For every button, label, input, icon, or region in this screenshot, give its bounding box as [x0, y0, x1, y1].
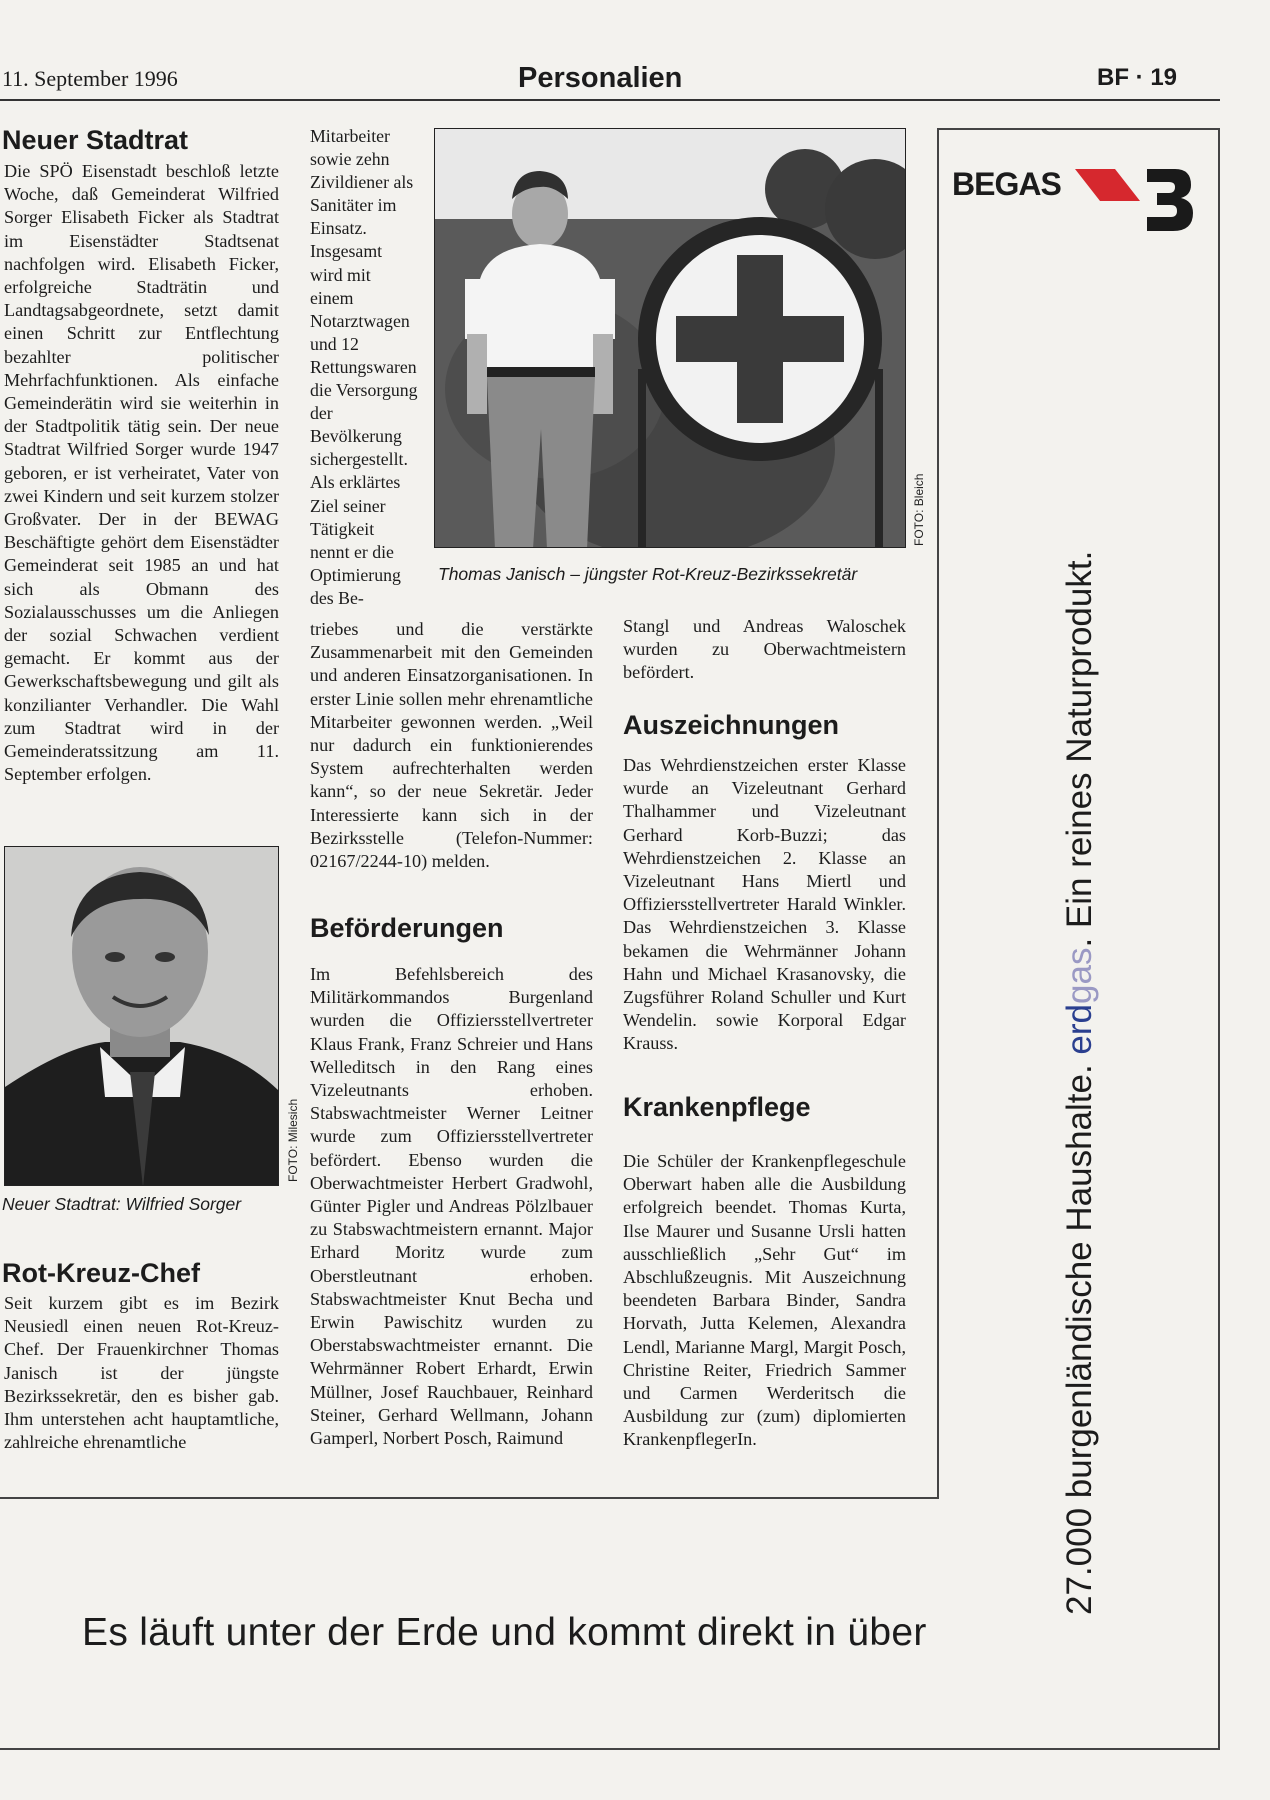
ad-frame-bottom: [0, 1748, 1220, 1750]
caption-janisch: Thomas Janisch – jüngster Rot-Kreuz-Bezirkssekretär: [438, 564, 858, 584]
caption-sorger: Neuer Stadtrat: Wilfried Sorger: [2, 1194, 242, 1214]
red-cross-image: [435, 129, 906, 548]
article-stadtrat-text: Die SPÖ Eisenstadt beschloß letzte Woche, daß Gemeinderat Wilfried Sorger Elisabeth Ficker als Stadtrat im Eisenstädter Stadtsenat nachfolgen wird. Elisabeth Ficker, erfolgreiche Stadträtin und Landtagsabgeordnete, setzt damit einen Schritt zur Entflechtung bezahlter politischer Mehrfachfunktionen. Als einfache Gemeinderätin wird sie weiterhin in der Stadtpolitik tätig sein. Der neue Stadtrat Wilfried Sorger wurde 1947 geboren, er ist verheiratet, Vater von zwei Kindern und seit kurzem stolzer Großvater. Der in der BEWAG Beschäftigte gehört dem Eisenstädter Gemeinderat seit 1985 an und hat sich als Obmann des Sozialausschusses um die Anliegen der sozial Schwachen verdient gemacht. Er kommt aus der Gewerkschaftsbewegung und gilt als konzilianter Verhandler. Die Wahl zum Stadtrat wird in der Gemeinderatssitzung am 11. September erfolgen.: [4, 161, 279, 785]
section-title: Personalien: [518, 62, 683, 94]
article-rotkreuz-text-wide: triebes und die verstärkte Zusammenarbeit mit den Gemeinden und anderen Einsatzorganisationen. In erster Linie sollen mehr ehrenamtliche Mitarbeiter gewonnen werden. „Weil nur dadurch ein funktionierendes System aufrechterhalten werden kann“, so der neue Sekretär. Jeder Interessierte kann sich in der Bezirksstelle (Telefon-Nummer: 02167/2244-10) melden.: [310, 619, 593, 872]
issue-date: 11. September 1996: [2, 66, 178, 91]
heading-auszeichnungen: Auszeichnungen: [623, 710, 840, 740]
article-krankenpflege-text: Die Schüler der Krankenpflegeschule Oberwart haben alle die Ausbildung erfolgreich beendet. Thomas Kurta, Ilse Maurer und Susanne Ursli hatten ausschließlich „Sehr Gut“ im Abschlußzeugnis. Mit Auszeichnung beendeten Barbara Binder, Sandra Horvath, Jutta Kelemen, Alexandra Lendl, Marianne Margl, Margit Posch, Christine Reiter, Friedrich Sammer und Carmen Werderitsch die Ausbildung zur (zum) diplomierten KrankenpflegerIn.: [623, 1151, 906, 1450]
ad-slogan-gas: gas: [1060, 947, 1099, 1004]
ad-slogan-part1: 27.000 burgenländische Haushalte.: [1060, 1064, 1099, 1615]
ad-frame-bottom-left: [0, 1497, 938, 1499]
begas-logo-text: BEGAS: [952, 166, 1061, 202]
article-rotkreuz-text-start: Seit kurzem gibt es im Bezirk Neusiedl einen neuen Rot-Kreuz-Chef. Der Frauenkirchner Thomas Janisch ist der jüngste Bezirkssekretär, den es bisher gab. Ihm unterstehen acht hauptamtliche, zahlreiche ehrenamtliche: [4, 1293, 279, 1453]
article-befoerderungen-text: Im Befehlsbereich des Militärkommandos Burgenland wurden die Offiziersstellvertreter Klaus Frank, Franz Schreier und Hans Welleditsch in den Rang eines Vizeleutnants erhoben. Stabswachtmeister Werner Leitner wurde zum Offiziersstellvertreter befördert. Ebenso wurden die Oberwachtmeister Herbert Gradwohl, Günter Pigler und Andreas Pölzlbauer zu Stabswachtmeistern ernannt. Major Erhard Moritz wurde zum Oberstleutnant erhoben. Stabswachtmeister Knut Becha und Erwin Pawischitz wurden zu Oberstabswachtmeister ernannt. Die Wehrmänner Robert Erhardt, Erwin Müllner, Josef Rauchbauer, Reinhard Steiner, Gerhard Wellmann, Johann Gamperl, Norbert Posch, Raimund: [310, 964, 593, 1449]
header-rule: [0, 99, 1220, 101]
photo-wilfried-sorger: [4, 846, 279, 1186]
heading-krankenpflege: Krankenpflege: [623, 1092, 811, 1122]
heading-rot-kreuz-chef: Rot-Kreuz-Chef: [2, 1258, 200, 1288]
begas-logo-mark: [1075, 165, 1225, 240]
ad-frame-top-right: [937, 128, 1220, 130]
photo-thomas-janisch: [434, 128, 906, 548]
article-befoerderungen-cont: Stangl und Andreas Waloschek wurden zu Oberwachtmeistern befördert.: [623, 616, 906, 683]
ad-slogan-erd: erd: [1060, 1003, 1099, 1055]
heading-neuer-stadtrat: Neuer Stadtrat: [2, 125, 189, 155]
photo-credit-milesich: FOTO: Milesich: [286, 1098, 300, 1182]
page-number: BF · 19: [1097, 64, 1178, 91]
ad-vertical-slogan: [1060, 551, 1100, 1615]
portrait-image: [5, 847, 279, 1186]
photo-credit-bleich: FOTO: Bleich: [912, 473, 926, 546]
ad-frame-divider: [937, 128, 939, 1499]
ad-slogan-part2: . Ein reines Naturprodukt.: [1060, 550, 1099, 948]
article-auszeichnungen-text: Das Wehrdienstzeichen erster Klasse wurde an Vizeleutnant Gerhard Thalhammer und Vizeleutnant Gerhard Korb-Buzzi; das Wehrdienstzeichen 2. Klasse an Vizeleutnant Hans Miertl und Offiziersstellvertreter Harald Winkler. Das Wehrdienstzeichen 3. Klasse bekamen die Wehrmänner Johann Hahn und Michael Krasanovsky, die Zugsführer Roland Schuller und Kurt Wendelin. sowie Korporal Edgar Krauss.: [623, 755, 906, 1054]
article-rotkreuz-text-narrow: Mitarbeiter sowie zehn Zivildiener als Sanitäter im Einsatz. Insgesamt wird mit einem Notarztwagen und 12 Rettungswaren die Versorgung der Bevölkerung sichergestellt. Als erklärtes Ziel seiner Tätigkeit nennt er die Optimierung des Be-: [310, 126, 418, 608]
ad-bottom-slogan: Es läuft unter der Erde und kommt direkt in über: [82, 1611, 927, 1654]
ad-frame-right: [1218, 128, 1220, 1749]
heading-befoerderungen: Beförderungen: [310, 913, 504, 943]
